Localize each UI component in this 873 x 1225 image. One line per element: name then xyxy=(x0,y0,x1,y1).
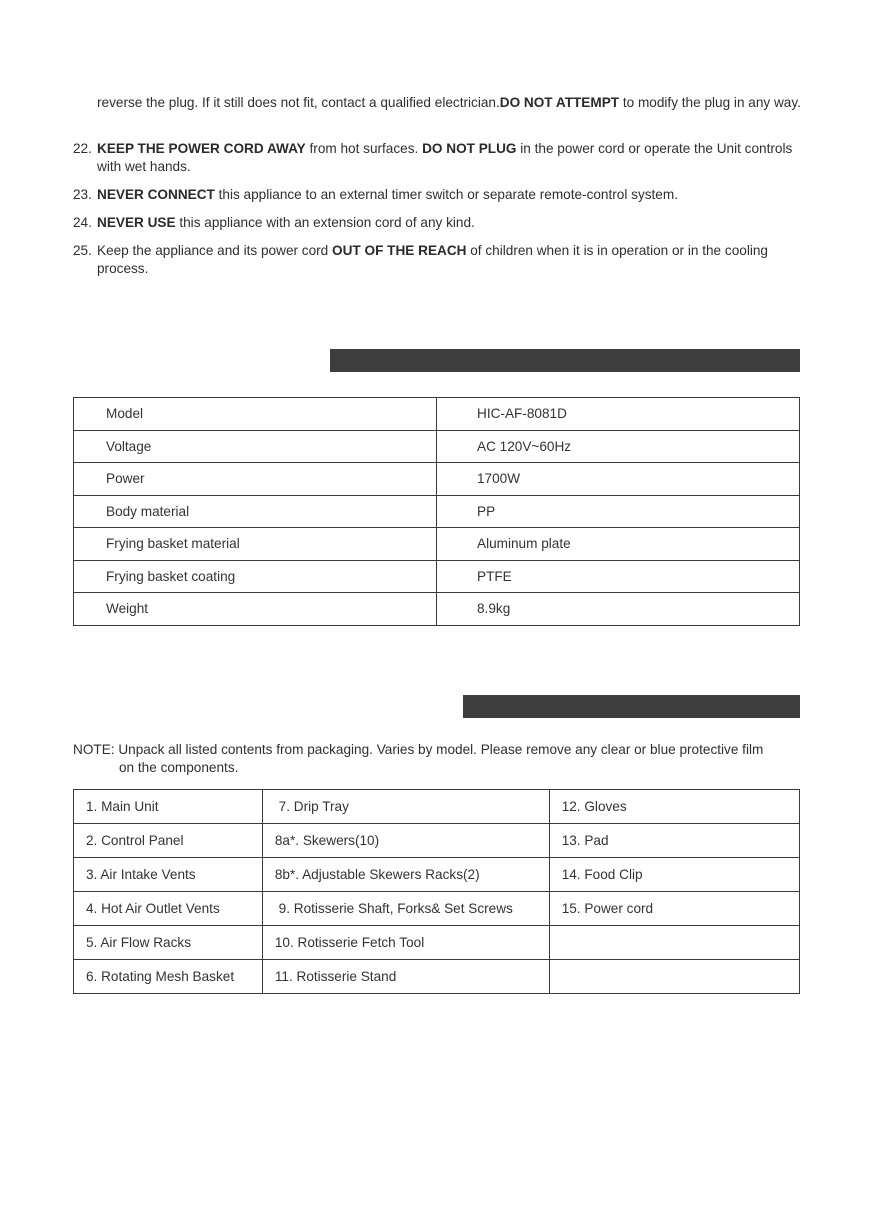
contents-cell: 1. Main Unit xyxy=(74,790,263,824)
contents-cell: 14. Food Clip xyxy=(549,858,799,892)
note-line-2: on the components. xyxy=(119,760,239,775)
spec-label: Body material xyxy=(74,495,437,528)
spec-row xyxy=(74,528,800,561)
spec-label: Power xyxy=(74,463,437,496)
spec-value: 1700W xyxy=(437,463,800,496)
note-line-1: NOTE: Unpack all listed contents from packaging. Varies by model. Please remove any clear or blue protective film xyxy=(73,742,764,757)
spec-value: AC 120V~60Hz xyxy=(437,430,800,463)
contents-cell: 12. Gloves xyxy=(549,790,799,824)
contents-cell: 15. Power cord xyxy=(549,892,799,926)
contents-row xyxy=(74,858,800,892)
list-item-number: 23. xyxy=(73,187,92,202)
spec-label: Model xyxy=(74,398,437,431)
contents-row xyxy=(74,960,800,994)
spec-value: PP xyxy=(437,495,800,528)
spec-label: Frying basket coating xyxy=(74,560,437,593)
unpack-note xyxy=(73,741,813,777)
list-item-number: 25. xyxy=(73,243,92,258)
spec-row xyxy=(74,398,800,431)
contents-cell: 13. Pad xyxy=(549,824,799,858)
spec-label: Frying basket material xyxy=(74,528,437,561)
package-contents-table xyxy=(73,789,800,994)
safety-list-item xyxy=(73,214,803,232)
list-item-text: KEEP THE POWER CORD AWAY from hot surfaces. DO NOT PLUG in the power cord or operate the Unit controls with wet hands. xyxy=(97,141,793,174)
spec-value: Aluminum plate xyxy=(437,528,800,561)
spec-label: Weight xyxy=(74,593,437,626)
contents-row xyxy=(74,926,800,960)
specifications-header-bar xyxy=(330,349,800,372)
contents-cell: 11. Rotisserie Stand xyxy=(262,960,549,994)
spec-row xyxy=(74,430,800,463)
list-item-text: NEVER CONNECT this appliance to an external timer switch or separate remote-control system. xyxy=(97,187,678,202)
list-item-number: 22. xyxy=(73,141,92,156)
safety-list-item xyxy=(73,94,803,112)
contents-cell: 3. Air Intake Vents xyxy=(74,858,263,892)
spec-row xyxy=(74,593,800,626)
contents-cell: 8b*. Adjustable Skewers Racks(2) xyxy=(262,858,549,892)
contents-cell: 5. Air Flow Racks xyxy=(74,926,263,960)
contents-cell: 10. Rotisserie Fetch Tool xyxy=(262,926,549,960)
contents-cell: 9. Rotisserie Shaft, Forks& Set Screws xyxy=(262,892,549,926)
spec-row xyxy=(74,463,800,496)
contents-cell xyxy=(549,960,799,994)
spec-label: Voltage xyxy=(74,430,437,463)
contents-cell: 8a*. Skewers(10) xyxy=(262,824,549,858)
spec-value: HIC-AF-8081D xyxy=(437,398,800,431)
contents-row xyxy=(74,892,800,926)
contents-cell: 6. Rotating Mesh Basket xyxy=(74,960,263,994)
list-item-text: NEVER USE this appliance with an extension cord of any kind. xyxy=(97,215,475,230)
spec-value: PTFE xyxy=(437,560,800,593)
contents-row xyxy=(74,790,800,824)
contents-cell: 2. Control Panel xyxy=(74,824,263,858)
list-item-text: reverse the plug. If it still does not fit, contact a qualified electrician.DO NOT ATTEMPT to modify the plug in any way. xyxy=(97,95,801,110)
contents-header-bar xyxy=(463,695,800,718)
safety-list-item xyxy=(73,186,803,204)
contents-row xyxy=(74,824,800,858)
spec-row xyxy=(74,495,800,528)
list-item-text: Keep the appliance and its power cord OUT OF THE REACH of children when it is in operation or in the cooling process. xyxy=(97,243,768,276)
list-item-number: 24. xyxy=(73,215,92,230)
specifications-table xyxy=(73,397,800,626)
contents-cell: 7. Drip Tray xyxy=(262,790,549,824)
contents-cell xyxy=(549,926,799,960)
safety-list-item xyxy=(73,140,803,176)
spec-value: 8.9kg xyxy=(437,593,800,626)
safety-list-item xyxy=(73,242,803,278)
spec-row xyxy=(74,560,800,593)
contents-cell: 4. Hot Air Outlet Vents xyxy=(74,892,263,926)
